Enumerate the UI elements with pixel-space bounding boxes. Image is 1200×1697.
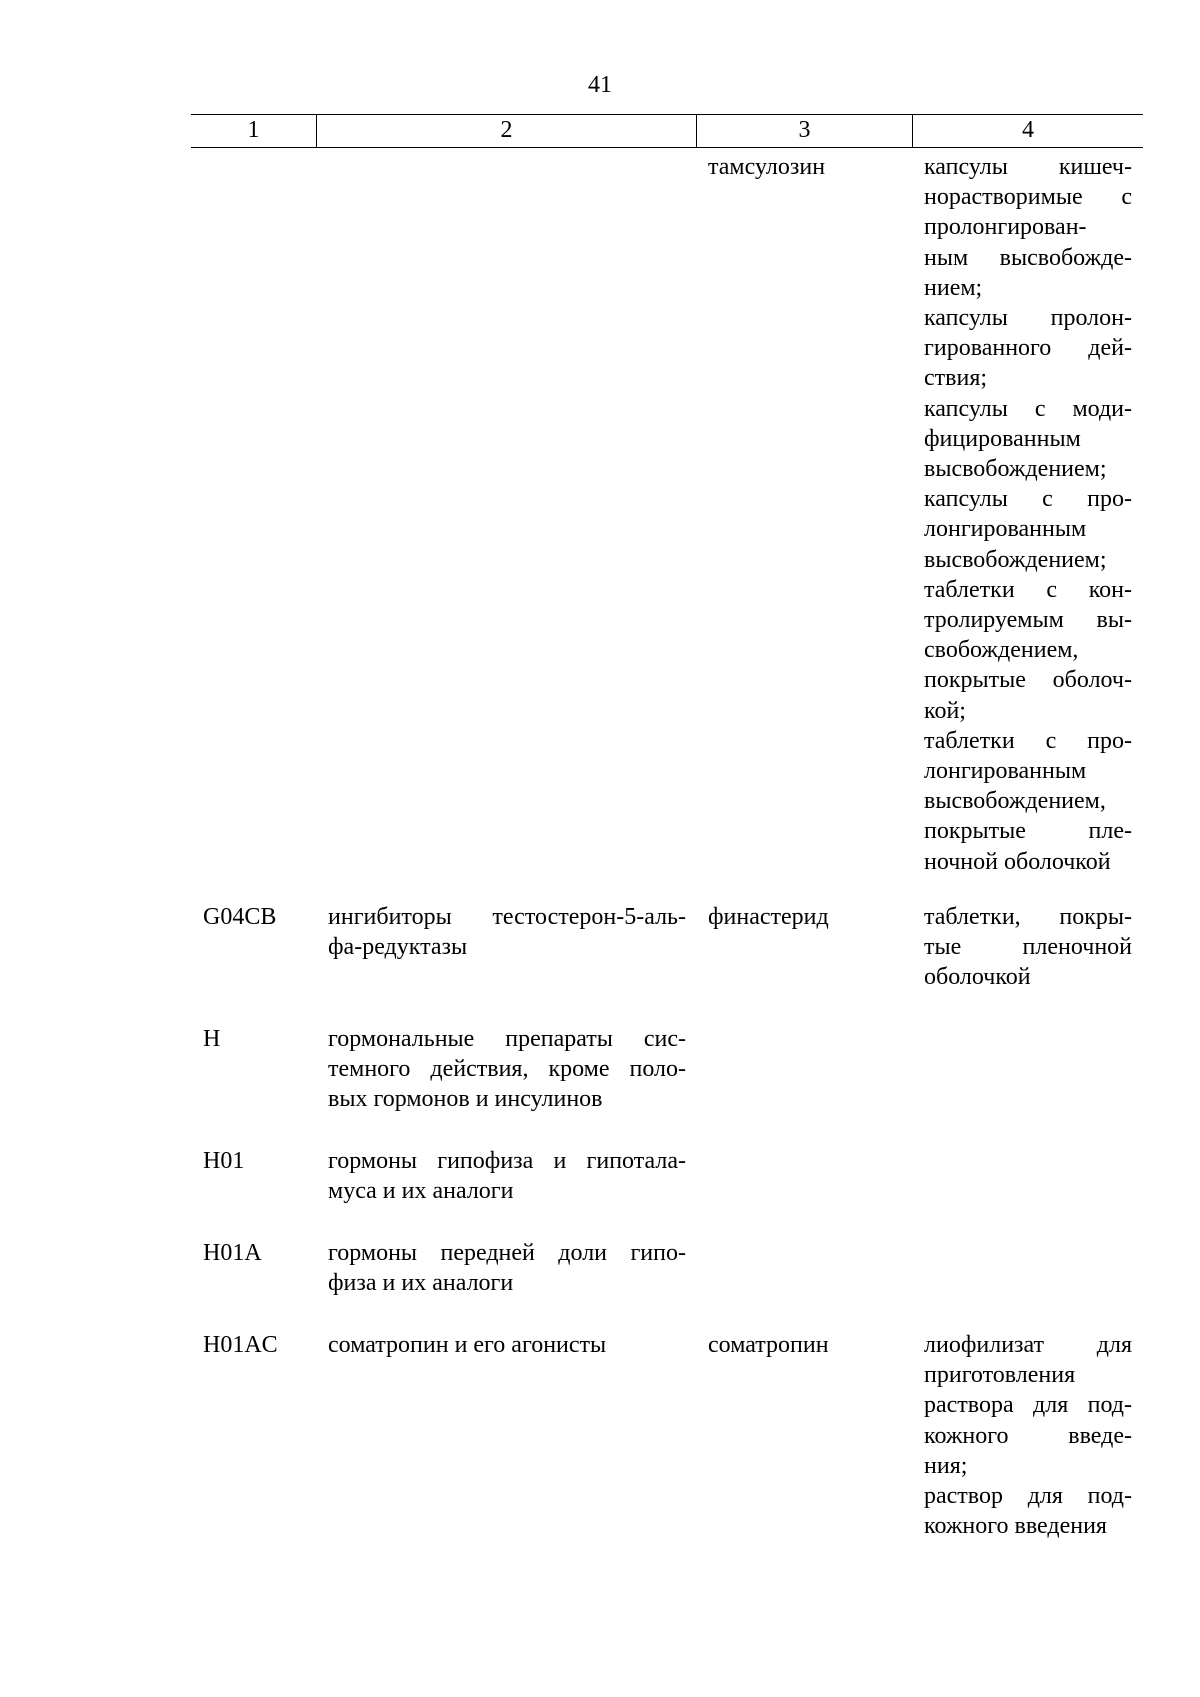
dosage-forms xyxy=(924,902,1132,993)
text-line: покрытые пле- xyxy=(924,818,1132,845)
text-line: финастерид xyxy=(708,904,829,930)
text-line: покрытые оболоч- xyxy=(924,667,1132,694)
column-header-4: 4 xyxy=(912,115,1143,147)
column-header-1: 1 xyxy=(247,117,260,143)
text-line: лиофилизат для xyxy=(924,1332,1132,1358)
text-line: оболочкой xyxy=(924,964,1031,991)
column-header-3: 3 xyxy=(696,115,912,147)
table-row xyxy=(191,902,1143,1024)
dosage-forms xyxy=(924,1330,1132,1541)
text-line: ным высвобожде- xyxy=(924,244,1132,271)
text-line: гормоны передней доли гипо- xyxy=(328,1240,686,1266)
group-name xyxy=(328,1024,686,1115)
text-line: соматропин и его агонисты xyxy=(328,1332,607,1358)
atc-code: H xyxy=(203,1026,221,1052)
text-line: тролируемым вы- xyxy=(924,607,1132,634)
dosage-forms xyxy=(924,152,1132,877)
text-line: высвобождением, xyxy=(924,788,1106,815)
text-line: нием; xyxy=(924,274,983,301)
column-header-2: 2 xyxy=(316,115,696,147)
text-line: вых гормонов и инсулинов xyxy=(328,1086,603,1113)
text-line: гормоны гипофиза и гипотала- xyxy=(328,1148,686,1174)
drug-table xyxy=(191,114,1143,1550)
group-name xyxy=(328,1238,686,1298)
text-line: фицированным xyxy=(924,425,1081,452)
text-line: кой; xyxy=(924,697,966,724)
group-name xyxy=(328,1146,686,1206)
table-row xyxy=(191,1024,1143,1146)
text-line: кожного введения xyxy=(924,1513,1107,1540)
atc-code: H01 xyxy=(203,1148,245,1174)
atc-code: G04CB xyxy=(203,904,277,930)
text-line: кожного введе- xyxy=(924,1422,1132,1449)
text-line: пролонгирован- xyxy=(924,214,1087,241)
text-line: тые пленочной xyxy=(924,934,1132,961)
text-line: раствор для под- xyxy=(924,1483,1132,1510)
table-row xyxy=(191,152,1143,902)
text-line: фа-редуктазы xyxy=(328,934,468,961)
text-line: высвобождением; xyxy=(924,546,1107,573)
atc-code: H01A xyxy=(203,1240,262,1266)
drug-name xyxy=(708,152,912,182)
text-line: лонгированным xyxy=(924,516,1087,543)
table-row xyxy=(191,1146,1143,1238)
page-number: 41 xyxy=(588,72,612,98)
text-line: таблетки с кон- xyxy=(924,576,1132,603)
text-line: норастворимые с xyxy=(924,184,1132,211)
text-line: соматропин xyxy=(708,1332,829,1358)
table-row xyxy=(191,1330,1143,1550)
text-line: лонгированным xyxy=(924,758,1087,785)
text-line: темного действия, кроме поло- xyxy=(328,1056,686,1083)
text-line: раствора для под- xyxy=(924,1392,1132,1419)
text-line: таблетки, покры- xyxy=(924,904,1132,930)
text-line: физа и их аналоги xyxy=(328,1270,514,1297)
text-line: ночной оболочкой xyxy=(924,848,1111,875)
table-header-row xyxy=(191,114,1143,148)
table-row xyxy=(191,1238,1143,1330)
text-line: муса и их аналоги xyxy=(328,1178,514,1205)
text-line: ния; xyxy=(924,1452,968,1479)
text-line: капсулы пролон- xyxy=(924,305,1132,332)
text-line: гированного дей- xyxy=(924,335,1132,362)
text-line: свобождением, xyxy=(924,637,1079,664)
drug-name xyxy=(708,1330,912,1360)
group-name xyxy=(328,1330,686,1360)
text-line: высвобождением; xyxy=(924,456,1107,483)
text-line: капсулы с про- xyxy=(924,486,1132,513)
text-line: капсулы кишеч- xyxy=(924,154,1132,180)
atc-code: H01AC xyxy=(203,1332,278,1358)
text-line: ингибиторы тестостерон-5-аль- xyxy=(328,904,686,930)
text-line: приготовления xyxy=(924,1362,1076,1389)
drug-name xyxy=(708,902,912,932)
text-line: гормональные препараты сис- xyxy=(328,1026,686,1052)
group-name xyxy=(328,902,686,962)
text-line: таблетки с про- xyxy=(924,727,1132,754)
text-line: ствия; xyxy=(924,365,988,392)
text-line: капсулы с моди- xyxy=(924,395,1132,422)
text-line: тамсулозин xyxy=(708,154,826,180)
